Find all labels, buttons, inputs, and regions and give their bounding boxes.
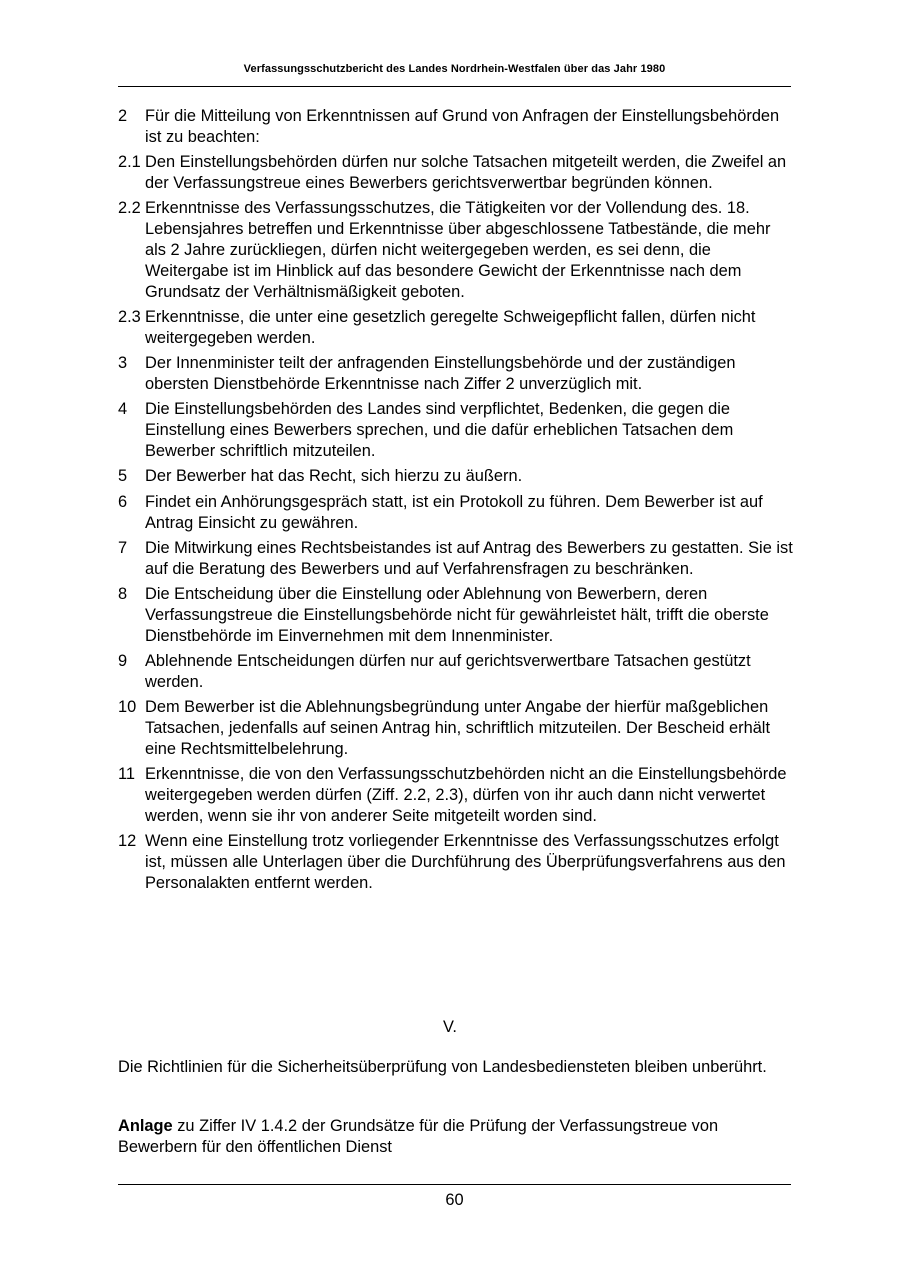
item-number: 2.2 <box>118 199 141 218</box>
item-text: Der Bewerber hat das Recht, sich hierzu zu äußern. <box>145 467 523 486</box>
list-item <box>118 307 794 349</box>
item-number: 11 <box>118 765 136 784</box>
item-number: 7 <box>118 538 128 557</box>
list-item <box>118 399 794 461</box>
item-text: Für die Mitteilung von Erkenntnissen auf Grund von Anfragen der Einstellungsbehörden ist zu beachten: <box>145 107 780 146</box>
item-text: Die Entscheidung über die Einstellung oder Ablehnung von Bewerbern, deren Verfassungstreue die Einstellungsbehörde nicht für gewährleistet hält, trifft die oberste Dienstbehörde im Einvernehmen mit dem Innenminister. <box>145 585 769 645</box>
item-number: 8 <box>118 585 128 604</box>
list-item <box>118 353 794 395</box>
list-item <box>118 697 794 759</box>
list-item <box>118 106 794 148</box>
list-item <box>118 492 794 534</box>
item-number: 3 <box>118 354 128 373</box>
running-header: Verfassungsschutzbericht des Landes Nordrhein-Westfalen über das Jahr 1980 <box>243 63 666 75</box>
list-item <box>118 152 794 194</box>
list-item <box>118 466 794 487</box>
item-number: 2.1 <box>118 153 141 172</box>
item-text: Erkenntnisse, die von den Verfassungsschutzbehörden nicht an die Einstellungsbehörde weitergegeben werden dürfen (Ziff. 2.2, 2.3), dürfen von ihr auch dann nicht verwertet werden, wenn sie ihr von anderer Seite mitgeteilt worden sind. <box>145 765 787 825</box>
item-text: Findet ein Anhörungsgespräch statt, ist ein Protokoll zu führen. Dem Bewerber ist auf Antrag Einsicht zu gewähren. <box>145 492 763 532</box>
item-number: 4 <box>118 400 128 419</box>
item-number: 12 <box>118 832 137 851</box>
item-text: Wenn eine Einstellung trotz vorliegender Erkenntnisse des Verfassungsschutzes erfolgt ist, müssen alle Unterlagen über die Durchführung des Überprüfungsverfahrens aus den Personalakten entfernt werden. <box>145 832 786 892</box>
item-text: Die Mitwirkung eines Rechtsbeistandes ist auf Antrag des Bewerbers zu gestatten. Sie ist auf die Beratung des Bewerbers und auf Verfahrensfragen zu beschränken. <box>145 538 793 578</box>
item-number: 2.3 <box>118 307 141 326</box>
footer-rule <box>118 1184 791 1185</box>
item-text: Erkenntnisse, die unter eine gesetzlich geregelte Schweigepflicht fallen, dürfen nicht weitergegeben werden. <box>145 307 756 347</box>
numbered-list <box>118 106 794 898</box>
item-text: Die Einstellungsbehörden des Landes sind verpflichtet, Bedenken, die gegen die Einstellung eines Bewerbers sprechen, und die dafür erheblichen Tatsachen dem Bewerber schriftlich mitzuteilen. <box>145 400 734 460</box>
annex-label: Anlage <box>118 1117 173 1135</box>
item-text: Den Einstellungsbehörden dürfen nur solche Tatsachen mitgeteilt werden, die Zweifel an der Verfassungstreue eines Bewerbers gerichtsverwertbar begründen können. <box>145 153 787 192</box>
list-item <box>118 538 794 580</box>
page-number: 60 <box>445 1191 464 1209</box>
section-heading: V. <box>443 1018 457 1036</box>
item-number: 2 <box>118 107 128 125</box>
list-item <box>118 764 794 826</box>
list-item <box>118 831 794 893</box>
item-number: 9 <box>118 652 128 671</box>
item-text: Der Innenminister teilt der anfragenden Einstellungsbehörde und der zuständigen obersten Dienstbehörde Erkenntnisse nach Ziffer 2 unverzüglich mit. <box>145 354 736 393</box>
annex-text: zu Ziffer IV 1.4.2 der Grundsätze für die Prüfung der Verfassungstreue von Bewerbern für den öffentlichen Dienst <box>118 1117 719 1156</box>
item-text: Ablehnende Entscheidungen dürfen nur auf gerichtsverwertbare Tatsachen gestützt werden. <box>145 652 751 691</box>
list-item <box>118 198 794 302</box>
item-text: Erkenntnisse des Verfassungsschutzes, die Tätigkeiten vor der Vollendung des. 18. Lebensjahres betreffen und Erkenntnisse über abgeschlossene Tatbestände, die mehr als 2 Jahre zurückliegen, dürfen nicht weitergegeben werden, es sei denn, die Weitergabe ist im Hinblick auf das besondere Gewicht der Erkenntnisse nach dem Grundsatz der Verhältnismäßigkeit geboten. <box>145 199 771 301</box>
item-number: 5 <box>118 467 128 486</box>
section-paragraph: Die Richtlinien für die Sicherheitsüberprüfung von Landesbediensteten bleiben unberührt. <box>118 1058 767 1076</box>
item-number: 6 <box>118 492 128 511</box>
item-number: 10 <box>118 698 137 717</box>
header-rule <box>118 86 791 87</box>
item-text: Dem Bewerber ist die Ablehnungsbegründung unter Angabe der hierfür maßgeblichen Tatsachen, jedenfalls auf seinen Antrag hin, schriftlich mitzuteilen. Der Bescheid erhält eine Rechtsmittelbelehrung. <box>145 698 771 758</box>
annex-paragraph <box>118 1116 778 1158</box>
list-item <box>118 651 794 693</box>
list-item <box>118 584 794 646</box>
